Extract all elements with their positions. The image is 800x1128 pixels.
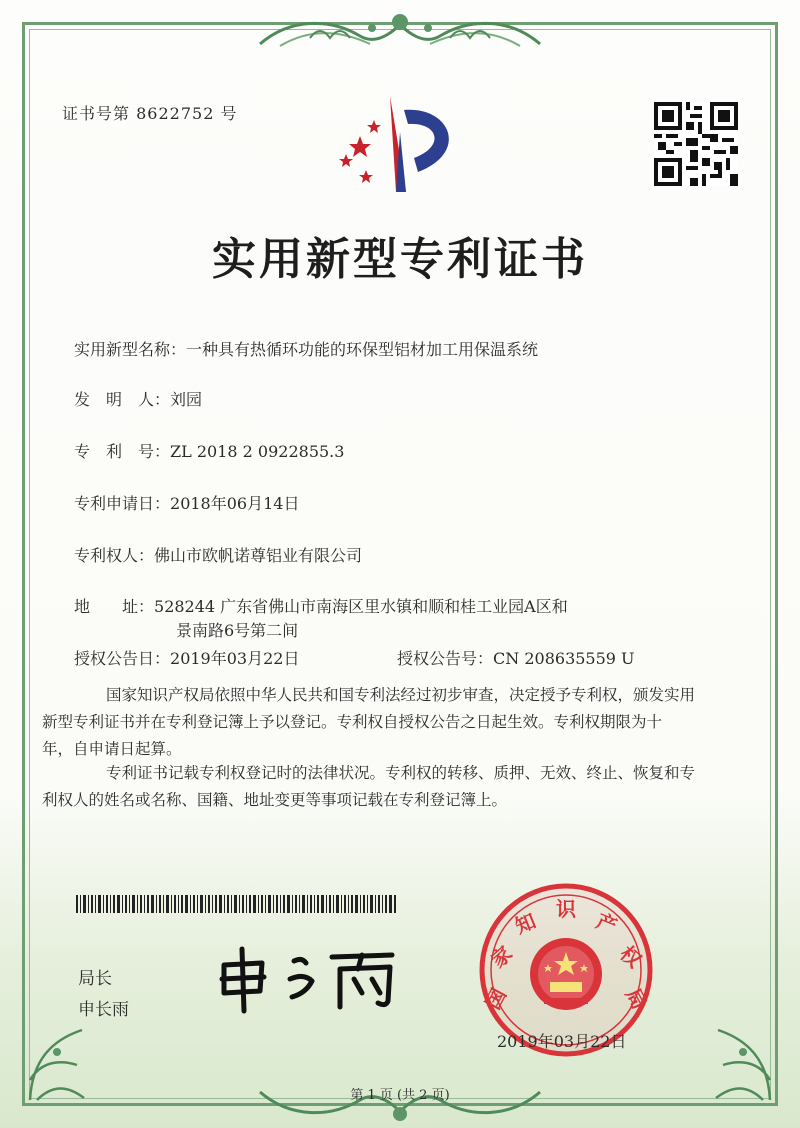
- filing-date-label: 专利申请日：: [74, 494, 171, 513]
- barcode: [76, 895, 396, 913]
- top-ornament: [250, 8, 550, 56]
- paragraph-2: [42, 760, 724, 814]
- patent-number-row: [74, 439, 344, 462]
- paragraph-1-line-1: 国家知识产权局依照中华人民共和国专利法经过初步审查，决定授予专利权，颁发实用: [106, 686, 696, 704]
- inventor-value: 刘园: [170, 390, 203, 409]
- certificate-number: [62, 101, 237, 124]
- svg-text:识: 识: [556, 897, 576, 921]
- utility-model-name-value: 一种具有热循环功能的环保型铝材加工用保温系统: [186, 340, 539, 359]
- address-row: [74, 594, 568, 617]
- svg-text:权: 权: [615, 941, 647, 973]
- grant-number-row: [397, 646, 635, 669]
- handwritten-signature: [212, 935, 412, 1015]
- page-number: 第 1 页 (共 2 页): [350, 1088, 450, 1103]
- inventor-label: 发 明 人：: [74, 390, 171, 409]
- signatory-title: 局长: [78, 969, 112, 989]
- filing-date-row: [74, 491, 299, 514]
- seal-date: 2019年03月22日: [497, 1032, 627, 1051]
- page-title: 实用新型专利证书: [212, 234, 588, 285]
- address-value-line2: 景南路6号第二间: [176, 621, 299, 640]
- svg-text:产: 产: [592, 908, 621, 939]
- patent-number-value: ZL 2018 2 0922855.3: [170, 442, 345, 461]
- patentee-row: [74, 543, 362, 566]
- qr-code: [654, 102, 738, 186]
- grant-number-label: 授权公告号：: [397, 649, 494, 668]
- patent-number-label: 专 利 号：: [74, 442, 171, 461]
- svg-text:局: 局: [620, 984, 652, 1014]
- paragraph-1: [42, 682, 724, 763]
- cnipa-logo: [330, 92, 470, 200]
- grant-date-value: 2019年03月22日: [170, 649, 300, 668]
- svg-text:国: 国: [480, 984, 512, 1014]
- paragraph-1-line-3: 年，自申请日起算。: [42, 740, 182, 758]
- utility-model-name-row: [74, 337, 538, 360]
- paragraph-1-line-2: 新型专利证书并在专利登记簿上予以登记。专利权自授权公告之日起生效。专利权期限为十: [42, 713, 663, 731]
- cert-number-suffix: 号: [220, 104, 238, 123]
- grant-date-label: 授权公告日：: [74, 649, 171, 668]
- svg-text:家: 家: [485, 941, 517, 973]
- paragraph-2-line-2: 利权人的姓名或名称、国籍、地址变更等事项记载在专利登记簿上。: [42, 791, 508, 809]
- filing-date-value: 2018年06月14日: [170, 494, 300, 513]
- cert-number-value: 8622752: [136, 104, 215, 123]
- address-label: 地 址：: [74, 597, 155, 616]
- inventor-row: [74, 387, 202, 410]
- grant-date-row: [74, 646, 299, 669]
- paragraph-2-line-1: 专利证书记载专利权登记时的法律状况。专利权的转移、质押、无效、终止、恢复和专: [106, 764, 696, 782]
- signatory-name: 申长雨: [78, 1000, 129, 1020]
- grant-number-value: CN 208635559 U: [493, 649, 635, 668]
- address-value-line1: 528244 广东省佛山市南海区里水镇和顺和桂工业园A区和: [154, 597, 568, 616]
- cert-number-label: 证书号第: [62, 104, 131, 123]
- address-row-continued: [176, 618, 298, 641]
- utility-model-name-label: 实用新型名称：: [74, 340, 187, 359]
- svg-text:知: 知: [511, 908, 540, 939]
- patentee-label: 专利权人：: [74, 546, 155, 565]
- patentee-value: 佛山市欧帆诺尊铝业有限公司: [154, 546, 363, 565]
